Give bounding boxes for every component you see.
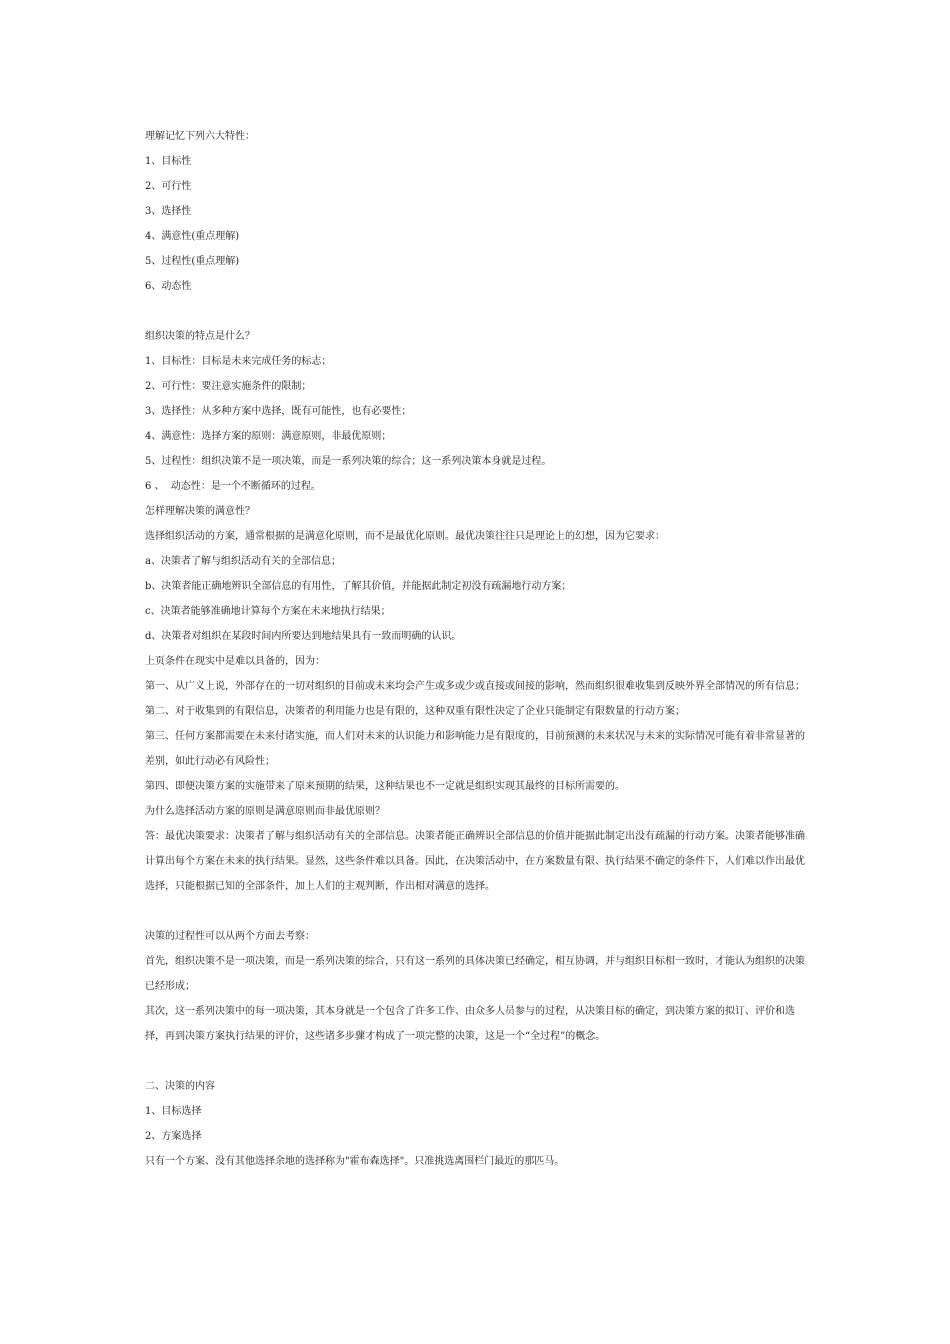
- condition-item: d、决策者对组织在某段时间内所要达到地结果具有一致而明确的认识。: [145, 631, 462, 642]
- reason-paragraph: 第二、对于收集到的有限信息，决策者的利用能力也是有限的，这种双重有限性决定了企业只能制定有限数量的行动方案；: [145, 706, 685, 717]
- section1-item: 2、可行性: [145, 181, 192, 192]
- document-page: [145, 124, 810, 1174]
- reason-paragraph: 第三、任何方案都需要在未来付诸实施，而人们对未来的认识能力和影响能力是有限度的，目前预测的未来状况与未来的实际情况可能有着非常显著的差别，如此行动必有风险性；: [145, 731, 805, 767]
- section3-intro: 选择组织活动的方案，通常根据的是满意化原则，而不是最优化原则。最优决策往往只是理论上的幻想，因为它要求：: [145, 531, 665, 542]
- section5-heading: 决策的过程性可以从两个方面去考察：: [145, 931, 315, 942]
- reason-paragraph: 第四、即便决策方案的实施带来了原来预期的结果，这种结果也不一定就是组织实现其最终的目标所需要的。: [145, 781, 625, 792]
- section5-paragraph: 首先，组织决策不是一项决策，而是一系列决策的综合，只有这一系列的具体决策已经确定，相互协调，并与组织目标相一致时，才能认为组织的决策已经形成；: [145, 956, 805, 992]
- reason-intro: 上页条件在现实中是难以具备的，因为：: [145, 656, 325, 667]
- section3-heading: 怎样理解决策的满意性？: [145, 506, 255, 517]
- section1-item: 4、满意性(重点理解): [145, 231, 240, 242]
- condition-item: c、决策者能够准确地计算每个方案在未来地执行结果；: [145, 606, 391, 617]
- section1-item: 6、动态性: [145, 281, 192, 292]
- section6-heading: 二、决策的内容: [145, 1081, 215, 1092]
- section5-paragraph: 其次，这一系列决策中的每一项决策，其本身就是一个包含了许多工作、由众多人员参与的过程，从决策目标的确定，到决策方案的拟订、评价和选择，再到决策方案执行结果的评价，这些诸多步骤才构成了一项完整的决策，这是一个“全过程”的概念。: [145, 1006, 795, 1042]
- section4-answer: 答：最优决策要求：决策者了解与组织活动有关的全部信息。决策者能正确辨识全部信息的价值并能据此制定出没有疏漏的行动方案。决策者能够准确计算出每个方案在未来的执行结果。显然，这些条件难以具备。因此，在决策活动中，在方案数量有限、执行结果不确定的条件下，人们难以作出最优选择，只能根据已知的全部条件，加上人们的主观判断，作出相对满意的选择。: [145, 831, 805, 892]
- section6-note: 只有一个方案、没有其他选择余地的选择称为"霍布森选择"。只准挑选离围栏门最近的那匹马。: [145, 1156, 565, 1167]
- section2-item: 5、过程性：组织决策不是一项决策，而是一系列决策的综合；这一系列决策本身就是过程。: [145, 456, 552, 467]
- condition-item: a、决策者了解与组织活动有关的全部信息；: [145, 556, 341, 567]
- section1-item: 5、过程性(重点理解): [145, 256, 240, 267]
- section1-heading: 理解记忆下列六大特性：: [145, 131, 255, 142]
- section2-item: 1、目标性：目标是未来完成任务的标志；: [145, 356, 332, 367]
- blank-line: [145, 1049, 810, 1074]
- blank-line: [145, 899, 810, 924]
- section2-item: 6 、 动态性：是一个不断循环的过程。: [145, 481, 321, 492]
- condition-item: b、决策者能正确地辨识全部信息的有用性，了解其价值，并能据此制定初没有疏漏地行动方案；: [145, 581, 572, 592]
- section2-item: 2、可行性：要注意实施条件的限制；: [145, 381, 312, 392]
- section2-item: 3、选择性：从多种方案中选择，既有可能性，也有必要性；: [145, 406, 412, 417]
- section2-heading: 组织决策的特点是什么？: [145, 331, 255, 342]
- section4-question: 为什么选择活动方案的原则是满意原则而非最优原则？: [145, 806, 385, 817]
- section1-item: 1、目标性: [145, 156, 192, 167]
- section2-item: 4、满意性：选择方案的原则：满意原则，非最优原则；: [145, 431, 392, 442]
- section6-item: 1、目标选择: [145, 1106, 202, 1117]
- section6-item: 2、方案选择: [145, 1131, 202, 1142]
- blank-line: [145, 299, 810, 324]
- reason-paragraph: 第一、从广义上说，外部存在的一切对组织的目前或未来均会产生或多或少或直接或间接的影响，然而组织很难收集到反映外界全部情况的所有信息；: [145, 681, 805, 692]
- section1-item: 3、选择性: [145, 206, 192, 217]
